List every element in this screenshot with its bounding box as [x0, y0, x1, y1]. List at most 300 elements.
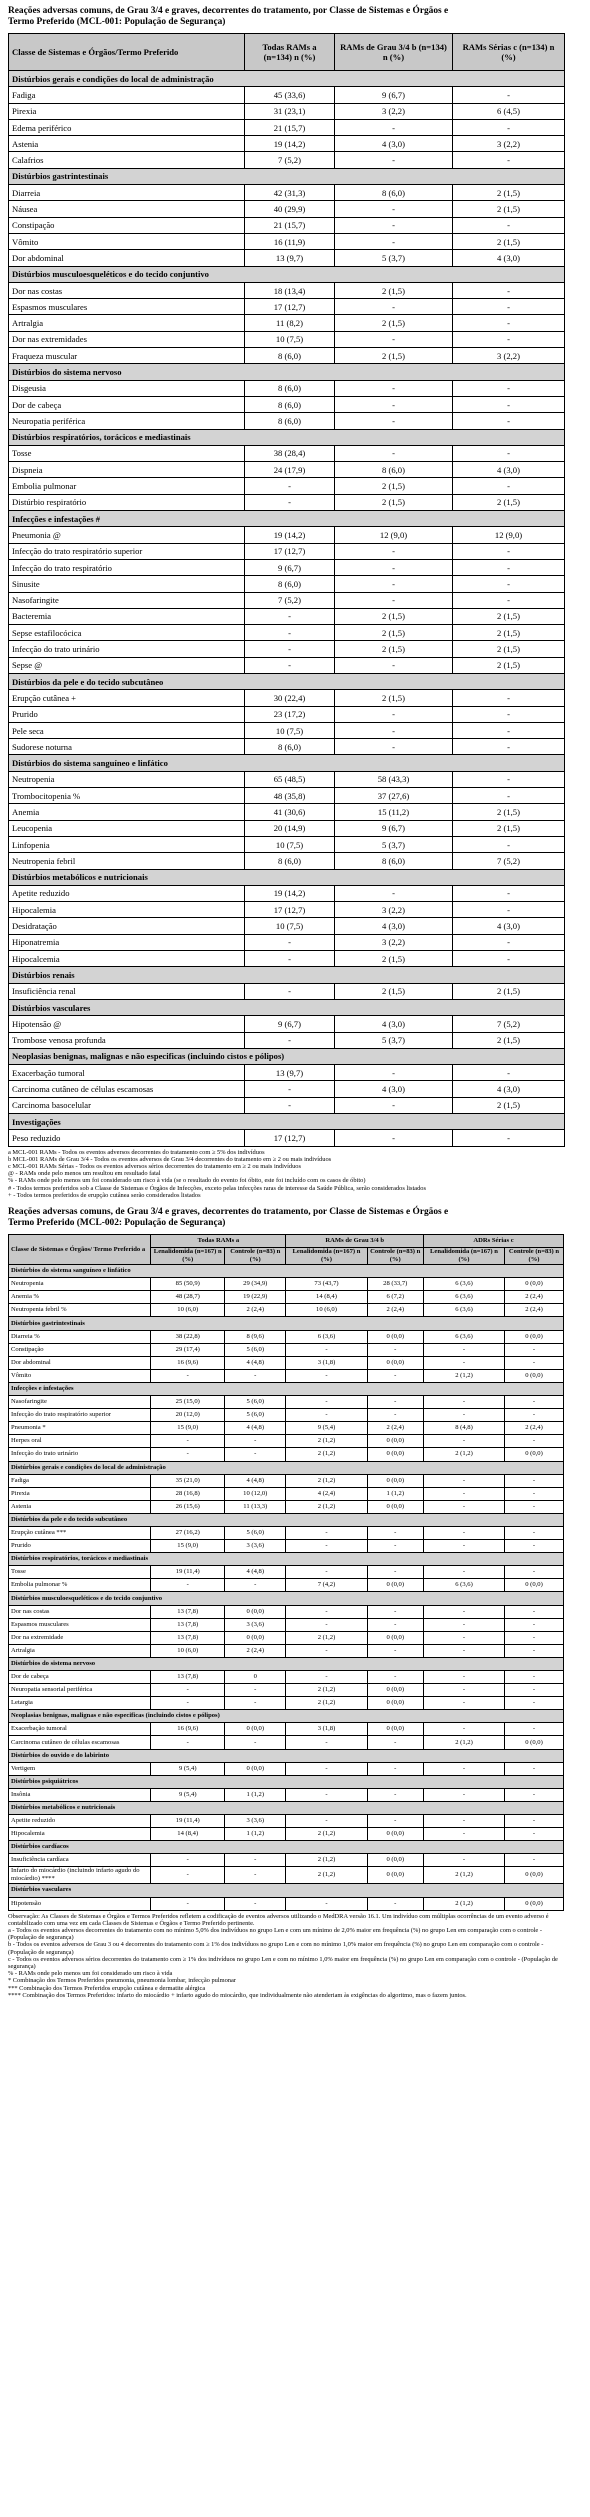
table-row	[9, 934, 565, 950]
table2-value-cell: -	[423, 1487, 504, 1500]
table2-value-cell: -	[151, 1369, 225, 1382]
table2-value-cell: -	[286, 1644, 367, 1657]
table1-value-cell: -	[453, 934, 565, 950]
table2-value-cell: 8 (4,8)	[423, 1422, 504, 1435]
table1-term-cell: Diarreia	[9, 185, 245, 201]
table2-value-cell: -	[423, 1631, 504, 1644]
table1-section-row	[9, 1114, 565, 1130]
table1-section-row	[9, 1048, 565, 1064]
table2-value-cell: 2 (2,4)	[367, 1422, 423, 1435]
table2-value-cell: -	[225, 1854, 286, 1867]
table2-value-cell: 2 (1,2)	[423, 1867, 504, 1884]
table-row	[9, 576, 565, 592]
table1-value-cell: 2 (1,5)	[335, 494, 453, 510]
table2-value-cell: 2 (2,4)	[225, 1644, 286, 1657]
table2-term-cell: Insuficiência cardíaca	[9, 1854, 151, 1867]
table1-value-cell: -	[453, 690, 565, 706]
table-row	[9, 87, 565, 103]
table-row	[9, 396, 565, 412]
table-row	[9, 413, 565, 429]
table1-term-cell: Artralgia	[9, 315, 245, 331]
table2-term-cell: Letargia	[9, 1697, 151, 1710]
table1-value-cell: 9 (6,7)	[335, 820, 453, 836]
table2-value-cell: 10 (6,0)	[151, 1644, 225, 1657]
table-row	[9, 462, 565, 478]
table1-section-heading: Distúrbios musculoesqueléticos e do tecido conjuntivo	[9, 266, 565, 282]
table2-value-cell: -	[423, 1474, 504, 1487]
table2-term-cell: Insônia	[9, 1788, 151, 1801]
table1-value-cell: 2 (1,5)	[335, 641, 453, 657]
table-row	[9, 331, 565, 347]
table1-value-cell: 2 (1,5)	[335, 315, 453, 331]
table1-term-cell: Pneumonia @	[9, 527, 245, 543]
table1-value-cell: 16 (11,9)	[245, 233, 335, 249]
table2-term-cell: Infarto do miocárdio (incluindo infarto agudo do miocárdio) ****	[9, 1867, 151, 1884]
table2-value-cell: 4 (4,8)	[225, 1356, 286, 1369]
table2-value-cell: -	[286, 1618, 367, 1631]
table2-value-cell: -	[225, 1867, 286, 1884]
table-row	[9, 1828, 564, 1841]
table2-value-cell: 9 (5,4)	[151, 1788, 225, 1801]
table2-value-cell: -	[367, 1644, 423, 1657]
table2-value-cell: 4 (2,4)	[286, 1487, 367, 1500]
table1-value-cell: 2 (1,5)	[335, 625, 453, 641]
table1-term-cell: Infecção do trato urinário	[9, 641, 245, 657]
table2-section-row	[9, 1884, 564, 1897]
table2-value-cell: -	[225, 1684, 286, 1697]
table2-value-cell: -	[367, 1815, 423, 1828]
table1-value-cell: -	[335, 885, 453, 901]
table2-value-cell: -	[505, 1435, 564, 1448]
table1-value-cell: 2 (1,5)	[335, 951, 453, 967]
table2-section-heading: Distúrbios musculoesqueléticos e do tecido conjuntivo	[9, 1592, 564, 1605]
table2-value-cell: 85 (50,9)	[151, 1278, 225, 1291]
table1-value-cell: 2 (1,5)	[453, 1097, 565, 1113]
table1-value-cell: 12 (9,0)	[453, 527, 565, 543]
table2-value-cell: 0 (0,0)	[505, 1867, 564, 1884]
table2-value-cell: 0 (0,0)	[225, 1631, 286, 1644]
table1-section-heading: Distúrbios do sistema nervoso	[9, 364, 565, 380]
table-row	[9, 1605, 564, 1618]
table2-value-cell: 29 (17,4)	[151, 1343, 225, 1356]
table1-value-cell: -	[335, 119, 453, 135]
table2-value-cell: -	[505, 1605, 564, 1618]
table1-section-row	[9, 168, 565, 184]
table-row	[9, 1736, 564, 1749]
table1-value-cell: 3 (2,2)	[453, 136, 565, 152]
table-row	[9, 1032, 565, 1048]
table2-value-cell: -	[286, 1762, 367, 1775]
table1-value-cell: 4 (3,0)	[453, 1081, 565, 1097]
table2-value-cell: -	[423, 1409, 504, 1422]
table-row	[9, 641, 565, 657]
table2-section-row	[9, 1841, 564, 1854]
table-row	[9, 836, 565, 852]
table2-value-cell: 9 (5,4)	[286, 1422, 367, 1435]
table2-subheader: Lenalidomida (n=167) n (%)	[423, 1248, 504, 1265]
table1-section-heading: Distúrbios vasculares	[9, 999, 565, 1015]
table1-term-cell: Dor nas extremidades	[9, 331, 245, 347]
table1-value-cell: -	[335, 413, 453, 429]
table2-value-cell: -	[423, 1815, 504, 1828]
table2-value-cell: 0 (0,0)	[367, 1723, 423, 1736]
table2-value-cell: 38 (22,8)	[151, 1330, 225, 1343]
table2-value-cell: -	[367, 1897, 423, 1910]
table2-value-cell: 0 (0,0)	[367, 1697, 423, 1710]
table1-term-cell: Bacteremia	[9, 608, 245, 624]
table2-term-cell: Embolia pulmonar %	[9, 1579, 151, 1592]
table2-value-cell: 48 (28,7)	[151, 1291, 225, 1304]
table1-value-cell: 9 (6,7)	[335, 87, 453, 103]
table2-value-cell: -	[423, 1644, 504, 1657]
table2-term-cell: Hipotensão	[9, 1897, 151, 1910]
table2-value-cell: -	[505, 1487, 564, 1500]
table-row	[9, 853, 565, 869]
table2-value-cell: -	[286, 1396, 367, 1409]
table1-body	[9, 71, 565, 1147]
table-row	[9, 233, 565, 249]
table1-value-cell: -	[335, 657, 453, 673]
table1-value-cell: -	[453, 299, 565, 315]
table1-value-cell: -	[245, 608, 335, 624]
table1-value-cell: 18 (13,4)	[245, 282, 335, 298]
table1-value-cell: 8 (6,0)	[335, 185, 453, 201]
table1-value-cell: -	[453, 315, 565, 331]
table-row	[9, 608, 565, 624]
table1-term-cell: Vômito	[9, 233, 245, 249]
table2-value-cell: 3 (3,6)	[225, 1618, 286, 1631]
table1-value-cell: -	[453, 885, 565, 901]
table1-term-cell: Anemia	[9, 804, 245, 820]
table1-value-cell: -	[335, 201, 453, 217]
table2-value-cell: -	[225, 1435, 286, 1448]
table2-term-cell: Carcinoma cutâneo de células escamosas	[9, 1736, 151, 1749]
table2-value-cell: -	[423, 1723, 504, 1736]
table1-value-cell: 8 (6,0)	[245, 396, 335, 412]
table2-value-cell: -	[151, 1448, 225, 1461]
table2-value-cell: -	[423, 1435, 504, 1448]
table2-subheader: Lenalidomida (n=167) n (%)	[151, 1248, 225, 1265]
table2-value-cell: 0 (0,0)	[367, 1356, 423, 1369]
table2-term-cell: Diarreia %	[9, 1330, 151, 1343]
table2-value-cell: -	[505, 1356, 564, 1369]
table1-value-cell: 17 (12,7)	[245, 902, 335, 918]
table2-value-cell: 28 (16,8)	[151, 1487, 225, 1500]
table2-header: ADRs Sérias c	[423, 1235, 563, 1248]
table1-value-cell: 2 (1,5)	[453, 1032, 565, 1048]
table2-value-cell: -	[286, 1409, 367, 1422]
table-row	[9, 820, 565, 836]
table2-value-cell: 6 (3,6)	[286, 1330, 367, 1343]
table2-section-heading: Distúrbios gerais e condições do local de administração	[9, 1461, 564, 1474]
table1-value-cell: 2 (1,5)	[335, 608, 453, 624]
table1-value-cell: -	[335, 299, 453, 315]
table-row	[9, 348, 565, 364]
table2-term-cell: Prurido	[9, 1540, 151, 1553]
table1-value-cell: -	[453, 1065, 565, 1081]
table2-value-cell: 0 (0,0)	[367, 1330, 423, 1343]
table2-value-cell: 0 (0,0)	[505, 1736, 564, 1749]
table2-value-cell: 9 (5,4)	[151, 1762, 225, 1775]
table2-subheader: Controle (n=83) n (%)	[505, 1248, 564, 1265]
table2-value-cell: -	[367, 1736, 423, 1749]
table2-value-cell: 0 (0,0)	[367, 1867, 423, 1884]
table-row	[9, 1540, 564, 1553]
table2-value-cell: -	[423, 1618, 504, 1631]
table1-term-cell: Carcinoma cutâneo de células escamosas	[9, 1081, 245, 1097]
table1-value-cell: 7 (5,2)	[245, 152, 335, 168]
table2-value-cell: 1 (1,2)	[367, 1487, 423, 1500]
table1-value-cell: 45 (33,6)	[245, 87, 335, 103]
table1-value-cell: 5 (3,7)	[335, 250, 453, 266]
table-row	[9, 1396, 564, 1409]
table2-value-cell: -	[151, 1579, 225, 1592]
table2-value-cell: 2 (1,2)	[286, 1474, 367, 1487]
table1-section-heading: Distúrbios respiratórios, torácicos e mediastinais	[9, 429, 565, 445]
table2-value-cell: 0 (0,0)	[367, 1854, 423, 1867]
table1-term-cell: Leucopenia	[9, 820, 245, 836]
table2-value-cell: 10 (6,0)	[151, 1304, 225, 1317]
table-row	[9, 951, 565, 967]
table1-value-cell: 17 (12,7)	[245, 1130, 335, 1146]
table-row	[9, 1422, 564, 1435]
table2-subheader: Controle (n=83) n (%)	[367, 1248, 423, 1265]
table2-value-cell: 6 (3,6)	[423, 1278, 504, 1291]
table1-term-cell: Edema periférico	[9, 119, 245, 135]
table2-section-row	[9, 1513, 564, 1526]
table1-value-cell: 21 (15,7)	[245, 119, 335, 135]
table2-term-cell: Herpes oral	[9, 1435, 151, 1448]
table2-value-cell: 2 (2,4)	[225, 1304, 286, 1317]
table1-value-cell: -	[453, 87, 565, 103]
table2-value-cell: 19 (11,4)	[151, 1815, 225, 1828]
table1-value-cell: 4 (3,0)	[335, 1016, 453, 1032]
table2-value-cell: -	[367, 1396, 423, 1409]
table1-value-cell: 2 (1,5)	[335, 478, 453, 494]
table-row	[9, 494, 565, 510]
table1-term-cell: Astenia	[9, 136, 245, 152]
table2-section-row	[9, 1801, 564, 1814]
table1-value-cell: 19 (14,2)	[245, 527, 335, 543]
table1-value-cell: 3 (2,2)	[453, 348, 565, 364]
table1-value-cell: -	[453, 592, 565, 608]
table2-value-cell: 4 (4,8)	[225, 1566, 286, 1579]
table2-value-cell: 1 (1,2)	[225, 1828, 286, 1841]
table1-value-cell: 7 (5,2)	[453, 853, 565, 869]
table-row	[9, 1697, 564, 1710]
table1-term-cell: Sepse estafilocócica	[9, 625, 245, 641]
table2-value-cell: 6 (3,6)	[423, 1579, 504, 1592]
table1-value-cell: 2 (1,5)	[453, 641, 565, 657]
table1-term-cell: Sinusite	[9, 576, 245, 592]
table2-value-cell: -	[423, 1343, 504, 1356]
table2-value-cell: -	[225, 1897, 286, 1910]
table1-value-cell: 8 (6,0)	[335, 853, 453, 869]
table2-section-row	[9, 1382, 564, 1395]
table2-value-cell: 13 (7,8)	[151, 1671, 225, 1684]
table2-value-cell: 0 (0,0)	[225, 1605, 286, 1618]
table1-value-cell: -	[453, 559, 565, 575]
table1-value-cell: -	[335, 445, 453, 461]
table2-value-cell: 28 (33,7)	[367, 1278, 423, 1291]
table2-value-cell: 2 (1,2)	[423, 1369, 504, 1382]
table2-value-cell: 0 (0,0)	[367, 1435, 423, 1448]
table-row	[9, 1723, 564, 1736]
table1-value-cell: 7 (5,2)	[245, 592, 335, 608]
table2-term-cell: Infecção do trato urinário	[9, 1448, 151, 1461]
table1-term-cell: Hiponatremia	[9, 934, 245, 950]
table1-term-cell: Dispneia	[9, 462, 245, 478]
table2-term-cell: Neutropenia	[9, 1278, 151, 1291]
table2-value-cell: -	[423, 1697, 504, 1710]
table1-value-cell: 30 (22,4)	[245, 690, 335, 706]
table1-section-row	[9, 755, 565, 771]
table1-term-cell: Dor nas costas	[9, 282, 245, 298]
table2-value-cell: 13 (7,8)	[151, 1618, 225, 1631]
table1-value-cell: 6 (4,5)	[453, 103, 565, 119]
table1-value-cell: 48 (35,8)	[245, 788, 335, 804]
table1-term-cell: Erupção cutânea +	[9, 690, 245, 706]
table2-term-cell: Exacerbação tumoral	[9, 1723, 151, 1736]
table2-section-heading: Distúrbios psiquiátricos	[9, 1775, 564, 1788]
table1-term-cell: Carcinoma basocelular	[9, 1097, 245, 1113]
table1-term-cell: Insuficiência renal	[9, 983, 245, 999]
table2-value-cell: 25 (15,0)	[151, 1396, 225, 1409]
table2-term-cell: Dor nas costas	[9, 1605, 151, 1618]
table2-value-cell: -	[505, 1815, 564, 1828]
table2-value-cell: 6 (3,6)	[423, 1304, 504, 1317]
table1-value-cell: 21 (15,7)	[245, 217, 335, 233]
table1-term-cell: Peso reduzido	[9, 1130, 245, 1146]
table2-value-cell: -	[151, 1736, 225, 1749]
table1-value-cell: 8 (6,0)	[245, 739, 335, 755]
table1-value-cell: 8 (6,0)	[245, 380, 335, 396]
table-row	[9, 1762, 564, 1775]
table1-term-cell: Hipocalemia	[9, 902, 245, 918]
table2-value-cell: 0 (0,0)	[505, 1897, 564, 1910]
table2-value-cell: -	[423, 1671, 504, 1684]
table-row	[9, 657, 565, 673]
table2-value-cell: -	[367, 1605, 423, 1618]
table1-value-cell: 4 (3,0)	[453, 918, 565, 934]
table1-value-cell: 17 (12,7)	[245, 543, 335, 559]
table2-value-cell: -	[505, 1723, 564, 1736]
table-row	[9, 706, 565, 722]
table2-value-cell: 3 (3,6)	[225, 1815, 286, 1828]
table2-header: Todas RAMs a	[151, 1235, 286, 1248]
table2-term-cell: Artralgia	[9, 1644, 151, 1657]
table2-value-cell: 2 (1,2)	[286, 1500, 367, 1513]
table1-value-cell: -	[453, 951, 565, 967]
table2-value-cell: -	[367, 1566, 423, 1579]
table1-term-cell: Apetite reduzido	[9, 885, 245, 901]
table2-value-cell: -	[423, 1684, 504, 1697]
table-row	[9, 771, 565, 787]
table1-value-cell: 2 (1,5)	[335, 282, 453, 298]
table1-value-cell: -	[245, 934, 335, 950]
table1-term-cell: Náusea	[9, 201, 245, 217]
table1-value-cell: -	[245, 1097, 335, 1113]
table2-value-cell: 2 (1,2)	[423, 1448, 504, 1461]
table2-term-cell: Fadiga	[9, 1474, 151, 1487]
table2-value-cell: -	[423, 1828, 504, 1841]
table2-term-cell: Dor na extremidade	[9, 1631, 151, 1644]
table1-term-cell: Infecção do trato respiratório superior	[9, 543, 245, 559]
table2-header: Classe de Sistemas e Órgãos/ Termo Preferido a	[9, 1235, 151, 1265]
table2-section-heading: Distúrbios vasculares	[9, 1884, 564, 1897]
table-row	[9, 445, 565, 461]
table1-term-cell: Fraqueza muscular	[9, 348, 245, 364]
table1-value-cell: -	[245, 494, 335, 510]
table1-value-cell: -	[335, 152, 453, 168]
table2-term-cell: Vertigem	[9, 1762, 151, 1775]
table1-value-cell: 10 (7,5)	[245, 331, 335, 347]
table1-section-heading: Distúrbios gastrintestinais	[9, 168, 565, 184]
table2-value-cell: -	[505, 1684, 564, 1697]
table1-section-heading: Infecções e infestações #	[9, 511, 565, 527]
table2-value-cell: 4 (4,8)	[225, 1474, 286, 1487]
table1-value-cell: -	[453, 413, 565, 429]
table2-term-cell: Anemia %	[9, 1291, 151, 1304]
table1-term-cell: Infecção do trato respiratório	[9, 559, 245, 575]
table1-value-cell: -	[245, 478, 335, 494]
table-row	[9, 1291, 564, 1304]
table1-value-cell: 8 (6,0)	[245, 413, 335, 429]
table1-term-cell: Trombose venosa profunda	[9, 1032, 245, 1048]
table2-value-cell: -	[286, 1369, 367, 1382]
table2-value-cell: 3 (3,6)	[225, 1540, 286, 1553]
table1-value-cell: -	[245, 983, 335, 999]
table2-value-cell: -	[286, 1343, 367, 1356]
table2-section-heading: Distúrbios gastrintestinais	[9, 1317, 564, 1330]
table1-value-cell: -	[335, 233, 453, 249]
table2-value-cell: -	[225, 1579, 286, 1592]
table2-value-cell: 19 (11,4)	[151, 1566, 225, 1579]
table1-section-row	[9, 429, 565, 445]
table1-term-cell: Pirexia	[9, 103, 245, 119]
table2-value-cell: -	[286, 1897, 367, 1910]
table2-value-cell: -	[367, 1671, 423, 1684]
table2-value-cell: -	[151, 1897, 225, 1910]
table1-section-heading: Distúrbios renais	[9, 967, 565, 983]
table1-value-cell: 5 (3,7)	[335, 1032, 453, 1048]
table1	[8, 33, 565, 1147]
table1-term-cell: Nasofaringite	[9, 592, 245, 608]
table1-value-cell: 4 (3,0)	[335, 918, 453, 934]
table2-value-cell: 2 (1,2)	[423, 1897, 504, 1910]
table2-value-cell: 2 (1,2)	[286, 1828, 367, 1841]
table2-value-cell: -	[367, 1369, 423, 1382]
table1-term-cell: Dor abdominal	[9, 250, 245, 266]
table1-term-cell: Neutropenia febril	[9, 853, 245, 869]
table2-value-cell: -	[505, 1697, 564, 1710]
table2-value-cell: 10 (6,0)	[286, 1304, 367, 1317]
table1-term-cell: Dor de cabeça	[9, 396, 245, 412]
table2-value-cell: 0 (0,0)	[505, 1579, 564, 1592]
table-row	[9, 1788, 564, 1801]
table1-header: RAMs de Grau 3/4 b (n=134) n (%)	[335, 34, 453, 71]
table1-value-cell: 13 (9,7)	[245, 1065, 335, 1081]
table2-value-cell: 11 (13,3)	[225, 1500, 286, 1513]
table1-value-cell: -	[453, 478, 565, 494]
table-row	[9, 1815, 564, 1828]
table-row	[9, 1867, 564, 1884]
table2-value-cell: -	[423, 1356, 504, 1369]
table2-value-cell: -	[367, 1526, 423, 1539]
table-row	[9, 1356, 564, 1369]
table1-term-cell: Exacerbação tumoral	[9, 1065, 245, 1081]
table2-value-cell: 1 (1,2)	[225, 1788, 286, 1801]
